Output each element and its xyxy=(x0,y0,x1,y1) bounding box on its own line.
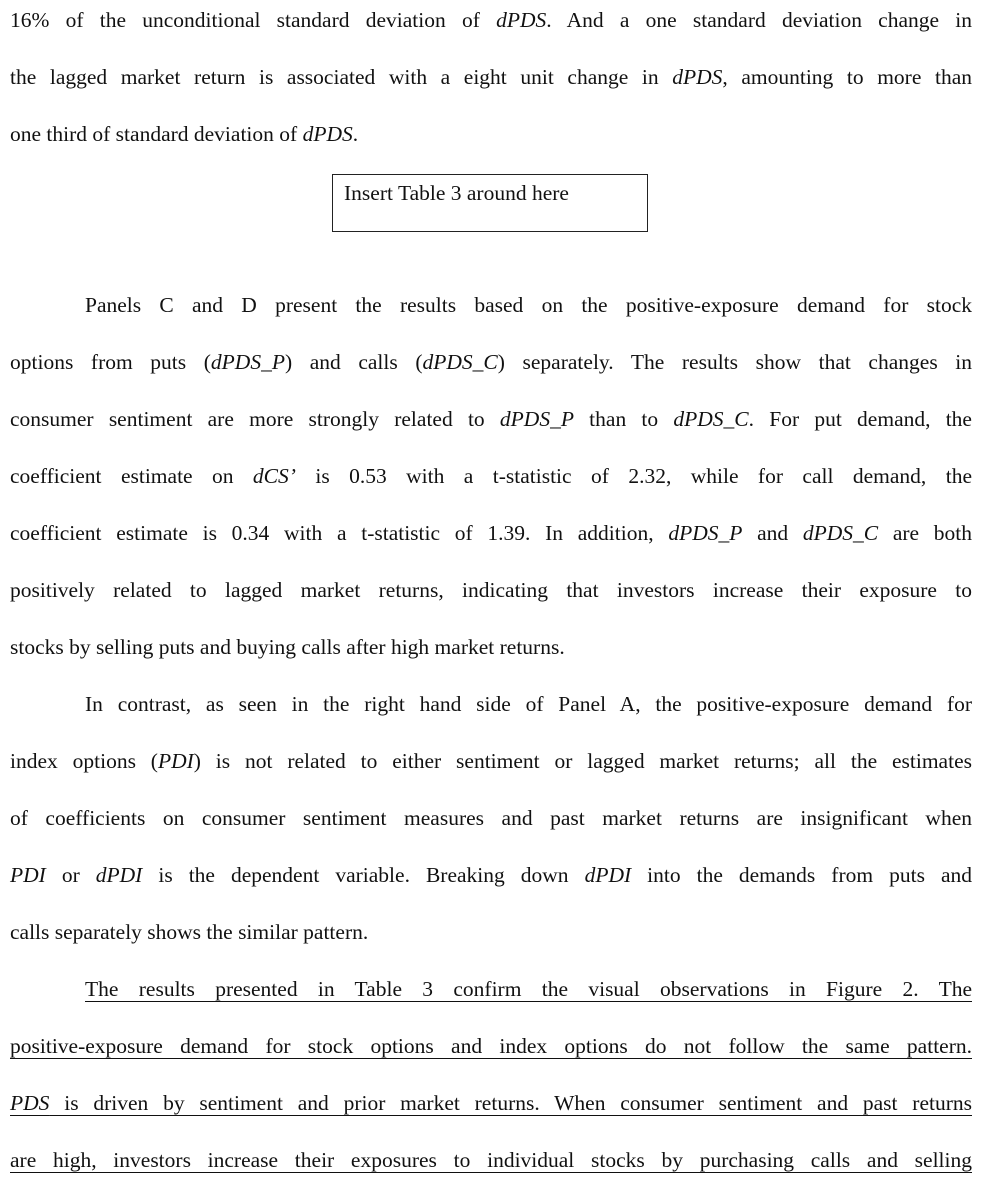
underlined-line: positive-exposure demand for stock options and index options do not follow the same pattern. xyxy=(10,1034,972,1058)
paragraph-line: coefficient estimate on dCS’ is 0.53 with a t-statistic of 2.32, while for call demand, the xyxy=(10,464,972,488)
insert-table-label: Insert Table 3 around here xyxy=(344,181,569,205)
paragraph-line: stocks by selling puts and buying calls after high market returns. xyxy=(10,635,565,659)
paragraph-line: of coefficients on consumer sentiment measures and past market returns are insignificant when xyxy=(10,806,972,830)
underlined-line: The results presented in Table 3 confirm the visual observations in Figure 2. The xyxy=(85,977,972,1001)
paragraph-line: PDI or dPDI is the dependent variable. Breaking down dPDI into the demands from puts and xyxy=(10,863,972,887)
underlined-line: PDS is driven by sentiment and prior market returns. When consumer sentiment and past returns xyxy=(10,1091,972,1115)
insert-table-box xyxy=(332,174,648,232)
paragraph-line: coefficient estimate is 0.34 with a t-statistic of 1.39. In addition, dPDS_P and dPDS_C are both xyxy=(10,521,973,545)
underlined-line: are high, investors increase their exposures to individual stocks by purchasing calls and selling xyxy=(10,1148,972,1172)
paragraph-line: Panels C and D present the results based on the positive-exposure demand for stock xyxy=(85,293,972,317)
paragraph-line: index options (PDI) is not related to either sentiment or lagged market returns; all the estimates xyxy=(10,749,972,773)
paragraph-line: calls separately shows the similar pattern. xyxy=(10,920,369,944)
paragraph-line: consumer sentiment are more strongly related to dPDS_P than to dPDS_C. For put demand, the xyxy=(10,407,972,431)
paragraph-line: the lagged market return is associated with a eight unit change in dPDS, amounting to more than xyxy=(10,65,972,89)
paragraph-line: options from puts (dPDS_P) and calls (dPDS_C) separately. The results show that changes in xyxy=(10,350,973,374)
paragraph-line: 16% of the unconditional standard deviation of dPDS. And a one standard deviation change in xyxy=(10,8,972,32)
paragraph-line: one third of standard deviation of dPDS. xyxy=(10,122,359,146)
paragraph-line: In contrast, as seen in the right hand side of Panel A, the positive-exposure demand for xyxy=(85,692,972,716)
paragraph-line: positively related to lagged market returns, indicating that investors increase their exposure to xyxy=(10,578,972,602)
